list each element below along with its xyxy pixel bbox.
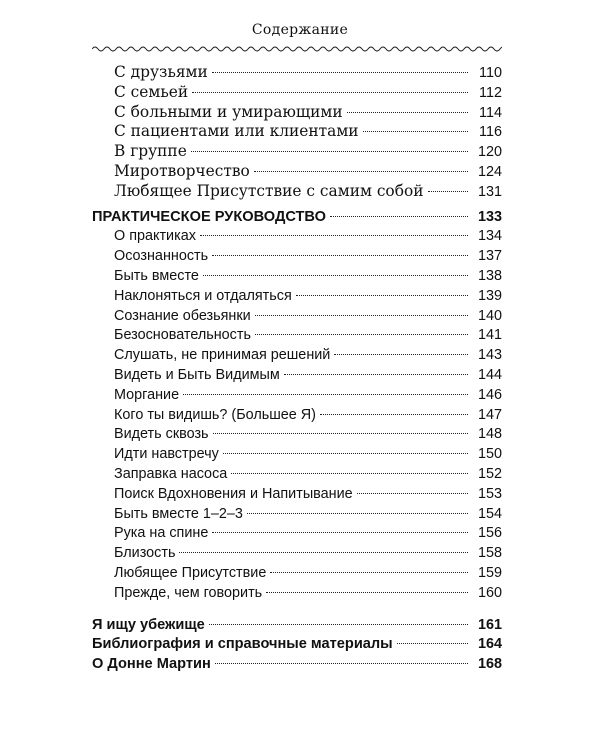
toc-entry-title: Видеть и Быть Видимым bbox=[114, 366, 280, 383]
dot-leader bbox=[200, 235, 468, 236]
toc-entry[interactable] bbox=[92, 103, 502, 123]
toc-entry[interactable] bbox=[92, 248, 502, 268]
dot-leader bbox=[179, 552, 468, 553]
toc-entry-page: 168 bbox=[477, 656, 502, 673]
toc-entry-page: 154 bbox=[477, 505, 502, 522]
toc-entry[interactable] bbox=[92, 63, 502, 83]
dot-leader bbox=[397, 643, 468, 644]
toc-entry-title: Любящее Присутствие с самим собой bbox=[114, 181, 424, 200]
toc-entry[interactable] bbox=[92, 446, 502, 466]
toc-entry-title: С пациентами или клиентами bbox=[114, 122, 359, 141]
toc-entry-page: 156 bbox=[477, 525, 502, 542]
toc-entry-title: Миротворчество bbox=[114, 161, 250, 180]
toc-entry-title: Осознанность bbox=[114, 248, 209, 265]
dot-leader bbox=[320, 414, 468, 415]
toc-entry-page: 143 bbox=[477, 347, 502, 364]
toc-entry[interactable] bbox=[92, 308, 502, 328]
toc-entry[interactable] bbox=[92, 387, 502, 407]
toc-entry-title: Любящее Присутствие bbox=[114, 564, 267, 581]
toc-entry-page: 152 bbox=[477, 465, 502, 482]
dot-leader bbox=[209, 624, 468, 625]
toc-entry[interactable] bbox=[92, 327, 502, 347]
toc-entry-page: 124 bbox=[477, 163, 502, 180]
decorative-wavy-rule bbox=[92, 44, 502, 54]
toc-entry-page: 131 bbox=[477, 183, 502, 200]
toc-entry-page: 144 bbox=[477, 366, 502, 383]
page-header: Содержание bbox=[251, 22, 349, 38]
toc-entry-title: Быть вместе bbox=[114, 267, 199, 284]
toc-entry-title: Наклоняться и отдаляться bbox=[114, 287, 292, 304]
dot-leader bbox=[357, 493, 468, 494]
toc-entry-title: О практиках bbox=[114, 228, 196, 245]
toc-entry-title: Сознание обезьянки bbox=[114, 307, 251, 324]
toc-entry-page: 158 bbox=[477, 545, 502, 562]
toc-entry[interactable] bbox=[92, 367, 502, 387]
table-of-contents bbox=[92, 63, 502, 676]
toc-entry-page: 160 bbox=[477, 584, 502, 601]
dot-leader bbox=[192, 92, 468, 93]
toc-entry[interactable] bbox=[92, 162, 502, 182]
toc-entry[interactable] bbox=[92, 347, 502, 367]
toc-entry-page: 147 bbox=[477, 406, 502, 423]
toc-entry[interactable] bbox=[92, 525, 502, 545]
dot-leader bbox=[212, 532, 468, 533]
toc-entry[interactable] bbox=[92, 486, 502, 506]
dot-leader bbox=[428, 191, 469, 192]
dot-leader bbox=[183, 394, 468, 395]
toc-entry-page: 159 bbox=[477, 564, 502, 581]
toc-entry-title: Я ищу убежище bbox=[92, 616, 205, 633]
toc-entry[interactable] bbox=[92, 228, 502, 248]
toc-entry-title: Идти навстречу bbox=[114, 446, 219, 463]
dot-leader bbox=[270, 572, 468, 573]
toc-entry-title: С больными и умирающими bbox=[114, 102, 343, 121]
toc-entry-title: В группе bbox=[114, 142, 187, 161]
toc-entry[interactable] bbox=[92, 182, 502, 202]
toc-entry-page: 150 bbox=[477, 446, 502, 463]
toc-entry[interactable] bbox=[92, 656, 502, 676]
toc-entry-title: Видеть сквозь bbox=[114, 426, 209, 443]
toc-entry[interactable] bbox=[92, 407, 502, 427]
dot-leader bbox=[212, 255, 468, 256]
toc-entry-page: 120 bbox=[477, 144, 502, 161]
toc-entry[interactable] bbox=[92, 506, 502, 526]
toc-entry[interactable] bbox=[92, 426, 502, 446]
toc-entry-title: Кого ты видишь? (Большее Я) bbox=[114, 406, 316, 423]
dot-leader bbox=[247, 513, 468, 514]
toc-entry[interactable] bbox=[92, 142, 502, 162]
toc-entry[interactable] bbox=[92, 83, 502, 103]
toc-entry[interactable] bbox=[92, 268, 502, 288]
toc-entry[interactable] bbox=[92, 565, 502, 585]
toc-entry[interactable] bbox=[92, 617, 502, 637]
toc-entry-page: 137 bbox=[477, 248, 502, 265]
dot-leader bbox=[284, 374, 468, 375]
toc-entry-page: 139 bbox=[477, 287, 502, 304]
toc-entry-title: Моргание bbox=[114, 386, 180, 403]
toc-entry-title: ПРАКТИЧЕСКОЕ РУКОВОДСТВО bbox=[92, 208, 326, 225]
toc-entry-title: Библиография и справочные материалы bbox=[92, 636, 393, 653]
toc-entry[interactable] bbox=[92, 122, 502, 142]
toc-entry-page: 146 bbox=[477, 386, 502, 403]
toc-entry-title: Быть вместе 1–2–3 bbox=[114, 505, 243, 522]
toc-entry-page: 140 bbox=[477, 307, 502, 324]
dot-leader bbox=[330, 216, 468, 217]
toc-entry-title: Близость bbox=[114, 545, 176, 562]
toc-entry-page: 110 bbox=[479, 65, 502, 81]
dot-leader bbox=[203, 275, 468, 276]
toc-entry-page: 134 bbox=[477, 228, 502, 245]
toc-entry-page: 161 bbox=[477, 616, 502, 633]
dot-leader bbox=[254, 171, 468, 172]
toc-entry-title: Безосновательность bbox=[114, 327, 251, 344]
toc-entry[interactable] bbox=[92, 545, 502, 565]
dot-leader bbox=[363, 131, 468, 132]
toc-entry-title: Слушать, не принимая решений bbox=[114, 347, 331, 364]
dot-leader bbox=[347, 112, 468, 113]
dot-leader bbox=[266, 592, 468, 593]
toc-entry-page: 148 bbox=[477, 426, 502, 443]
toc-entry-title: С друзьями bbox=[114, 63, 208, 81]
toc-entry-page: 138 bbox=[477, 267, 502, 284]
toc-entry-page: 116 bbox=[479, 124, 502, 141]
toc-entry-page: 114 bbox=[479, 104, 502, 121]
toc-entry-title: Прежде, чем говорить bbox=[114, 584, 263, 601]
dot-leader bbox=[215, 663, 468, 664]
toc-entry-title: Заправка насоса bbox=[114, 465, 228, 482]
dot-leader bbox=[213, 433, 468, 434]
dot-leader bbox=[255, 315, 468, 316]
toc-entry[interactable] bbox=[92, 288, 502, 308]
toc-entry-page: 141 bbox=[477, 327, 502, 344]
toc-entry[interactable] bbox=[92, 636, 502, 656]
toc-entry-title: Рука на спине bbox=[114, 525, 209, 542]
toc-entry-page: 153 bbox=[477, 485, 502, 502]
toc-entry-title: С семьей bbox=[114, 82, 189, 101]
dot-leader bbox=[231, 473, 468, 474]
toc-entry-title: О Донне Мартин bbox=[92, 656, 211, 673]
dot-leader bbox=[212, 72, 468, 73]
toc-entry[interactable] bbox=[92, 466, 502, 486]
toc-entry-page: 133 bbox=[477, 208, 502, 225]
dot-leader bbox=[334, 354, 468, 355]
dot-leader bbox=[223, 453, 468, 454]
toc-section-practical-guide[interactable] bbox=[92, 209, 502, 229]
dot-leader bbox=[255, 334, 468, 335]
toc-entry-page: 164 bbox=[477, 636, 502, 653]
toc-entry-title: Поиск Вдохновения и Напитывание bbox=[114, 485, 353, 502]
dot-leader bbox=[191, 151, 468, 152]
toc-entry-page: 112 bbox=[479, 84, 502, 101]
dot-leader bbox=[296, 295, 468, 296]
toc-entry[interactable] bbox=[92, 585, 502, 605]
